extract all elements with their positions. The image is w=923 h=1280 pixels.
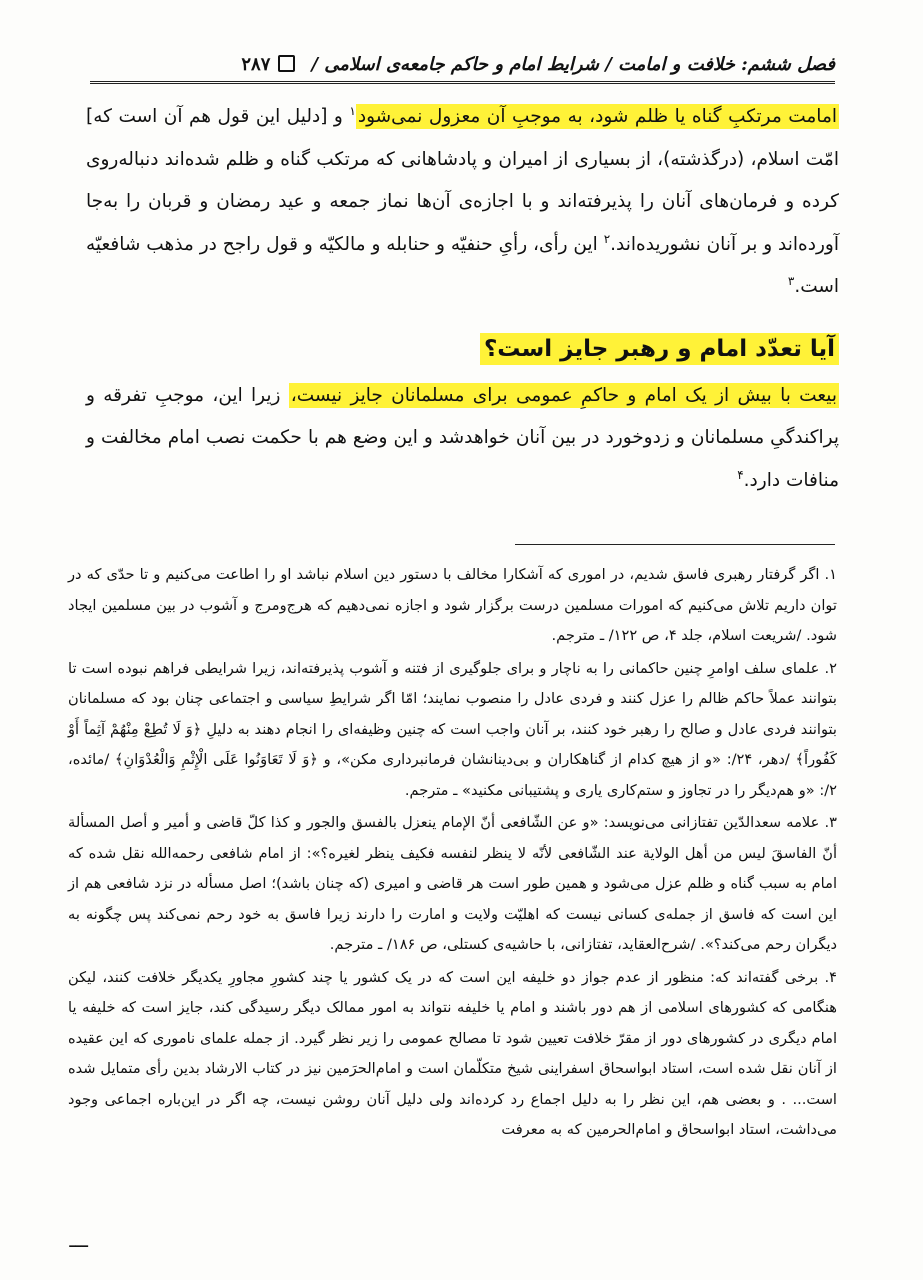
footnote-number: ۴. [824,968,838,986]
footnote-number: ۱. [824,566,838,583]
footnote-2 [68,654,837,807]
highlighted-text: بیعت با بیش از یک امام و حاکمِ عمومی برای مسلمانان جایز نیست، [290,384,837,406]
footnote-number: ۲. [824,659,837,677]
footnote-text: علمای سلف اوامرِ چنین حاکمانی را به ناچار و برای جلوگیری از فتنه و آشوب پذیرفته‌اند، زیرا شرایطی فراهم نبوده است تا بتوانند عملاً حاکم ظالم را عزل کنند و فردی عادل را منصوب نمایند؛ امّا اگر شرایطِ سیاسی و اجتماعی چنان بود که مسلمانان بتوانند فردی عادل و صالح را رهبر خود کنند، بر آنان واجب است که چنین وظیفه‌ای را انجام دهند به دلیلِ ﴿وَ لَا تُطِعْ مِنْهُمْ آثِماً أَوْ كَفُوراً﴾ /دهر، ۲۴/: «و از هیچ کدام از گناهکاران و بی‌دینانشان فرمانبرداری مکن»، و ﴿وَ لَا تَعَاوَنُوا عَلَى الْإِثْمِ وَالْعُدْوَانِ﴾ /مائده، ۲/: «و هم‌دیگر را در تجاوز و ستم‌کاری یاری و پشتیبانی مکنید» ـ مترجم. [68,659,837,799]
page-end-mark: ـــ [69,1236,89,1251]
footnote-1 [68,560,837,652]
footnote-text: برخی گفته‌اند که: منظور از عدم جواز دو خلیفه این است که در یک کشور یا چند کشورِ مجاورِ یکدیگر خلافت کنند، لیکن هنگامی که کشورهای اسلامی از هم دور باشند و امام یا خلیفه نتواند به امور ممالک دیگر رسیدگی کند، جایز است که خلیفه یا امام دیگری در کشورهای دور از مقرّ خلافت تعیین شود تا مصالح عمومی را زیر نظر گیرد. از جمله علمای ناموری که این عقیده از آنان نقل شده است، استاد ابواسحاق اسفراینی شیخ متکلّمان است و امام‌الحرَمین نیز در کتاب الارشاد بدین رأی متمایل شده است... . و بعضی هم، این نظر را به دلیل اجماع رد کرده‌اند ولی دلیل آنان روشن نیست، چه اگر در این‌باره اجماعی وجود می‌داشت، استاد ابواسحاق و امام‌الحرمین که به معرفت [68,968,837,1138]
running-title: فصل ششم: خلافت و امامت / شرایط امام و حاکم جامعه‌ی اسلامی / [311,54,835,75]
paragraph-1 [86,96,839,309]
footnote-3 [68,808,837,961]
main-text [86,96,839,502]
paragraph-text: این رأی، رأیِ حنفیّه و حنابله و مالکیّه و قول راجح در مذهب شافعیّه است. [86,233,839,297]
paragraph-text: زیرا این، موجبِ تفرقه و پراکندگیِ مسلمانان و زدوخورد در بین آنان خواهدشد و این وضع هم با حکمت نصب امام مخالفت و منافات دارد. [86,384,839,491]
highlighted-text: امامت مرتکبِ گناه یا ظلم شود، به موجبِ آن معزول نمی‌شود [357,106,837,127]
footnote-text: اگر گرفتار رهبری فاسق شدیم، در اموری که آشکارا مخالف با دستور دین اسلام نباشد او را اطاعت می‌کنیم و تا حدّی که در توان داریم تلاش می‌کنیم که امورات مسلمین درست برگزار شود و اجازه نمی‌دهیم که هرج‌ومرج و آشوب در بین مسلمین ایجاد شود. /شریعت اسلام، جلد ۴، ص ۱۲۲/ ـ مترجم. [68,566,837,644]
footnote-number: ۳. [824,814,837,831]
footnote-ref: ۳ [787,273,795,288]
paragraph-text: و [دلیل این قول هم آن است که] امّت اسلام، (درگذشته)، از بسیاری از امیران و پادشاهانی که مرتکب گناه و ظلم شده‌اند دنباله‌روی کرده و فرمان‌های آنان را پذیرفته‌اند و با اجازه‌ی آن‌ها نماز جمعه و عید رمضان و قربان را به‌جا آورده‌اند و بر آنان نشوریده‌اند. [86,106,839,255]
footnote-ref: ۲ [603,231,611,246]
page-box-icon [278,55,295,72]
footnote-text: علامه سعدالدّین تفتازانی می‌نویسد: «و عن الشّافعی أنّ الإمام ینعزل بالفسق والجور و كذا كلّ قاضی و أمیر و أصل المسألة أنّ الفاسقَ لیس من أهل الولایة عند الشّافعی لأنّه لا ینظر لنفسه فكیف ینظر لغیره؟»: از امام شافعی رحمه‌الله نقل شده که امام به سبب گناه و ظلم عزل می‌شود و همین طور است هر قاضی و امیری (که چنان باشد)؛ اصل مسأله در نزد شافعی هم از این است که فاسق از جمله‌ی کسانی نیست که اهلیّت ولایت و امارت را دارند زیرا فاسق به خود رحم نمی‌کند پس چگونه به دیگران رحم می‌کند؟». /شرح‌العقاید، تفتازانی، با حاشیه‌ی کستلی، ص ۱۸۶/ ـ مترجم. [68,814,837,953]
footnote-separator [515,544,835,545]
page-number: ۲۸۷ [241,54,271,75]
section-heading [86,327,839,371]
paragraph-2 [86,375,839,503]
section-heading-text: آیا تعدّد امام و رهبر جایز است؟ [480,333,839,365]
footnote-4 [68,963,837,1146]
running-header [90,44,835,84]
footnote-ref: ۱ [349,103,356,118]
footnote-ref: ۴ [737,467,744,482]
footnotes [68,560,837,1148]
